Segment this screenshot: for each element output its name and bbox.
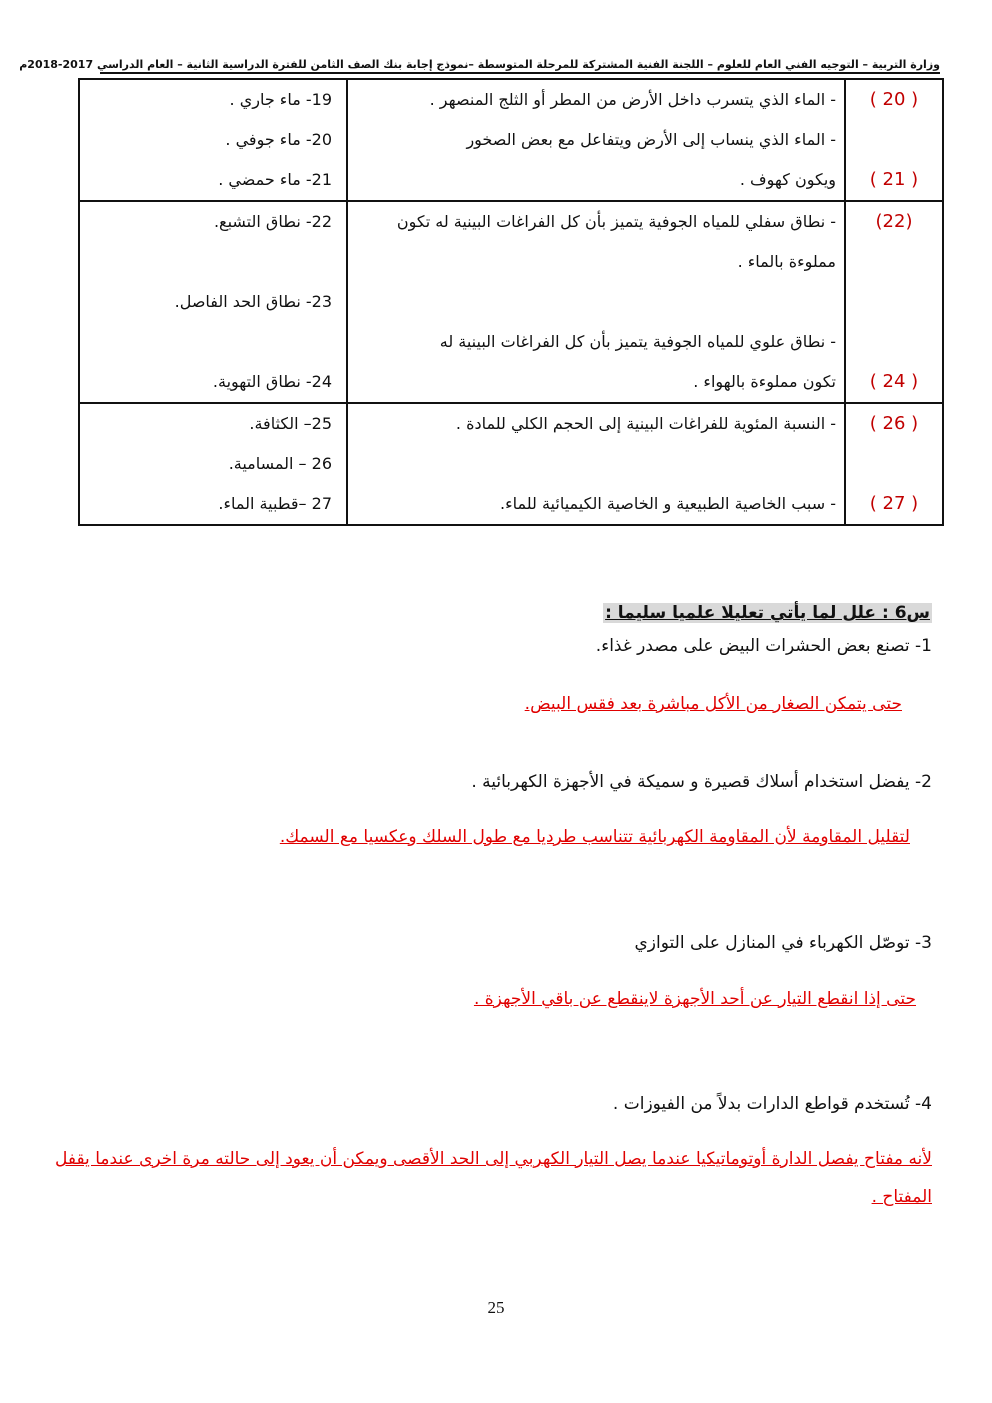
question-item: 3- توصّل الكهرباء في المنازل على التوازي — [634, 933, 932, 953]
matching-table — [78, 78, 944, 526]
answer-number: ( 26 ) — [869, 413, 919, 434]
answer-text: لأنه مفتاح يفصل الدارة أوتوماتيكيا عندما يصل التيار الكهربي إلى الحد الأقصى ويمكن أن يعود إلى حالته مرة اخرى عندما يقفل المفتاح . — [54, 1149, 932, 1207]
definition-text: - الماء الذي ينساب إلى الأرض ويتفاعل مع بعض الصخور — [466, 130, 836, 149]
term-option: 25– الكثافة. — [249, 414, 332, 433]
definition-text: - الماء الذي يتسرب داخل الأرض من المطر أو الثلج المنصهر . — [429, 90, 836, 109]
question-item: 1- تصنع بعض الحشرات البيض على مصدر غذاء. — [595, 636, 932, 656]
definition-text: مملوءة بالماء . — [737, 252, 836, 271]
definition-text: ويكون كهوف . — [739, 170, 836, 189]
question-item: 4- تُستخدم قواطع الدارات بدلاً من الفيوزات . — [612, 1094, 932, 1114]
term-option: 21- ماء حمضي . — [218, 170, 332, 189]
definition-text: تكون مملوءة بالهواء . — [693, 372, 836, 391]
question-title: س6 : علل لما يأتي تعليلا علميا سليما : — [605, 603, 930, 623]
answer-number: ( 24 ) — [869, 371, 919, 392]
term-option: 19- ماء جاري . — [229, 90, 332, 109]
term-option: 22- نطاق التشبع. — [213, 212, 332, 231]
term-option: 20- ماء جوفي . — [225, 130, 332, 149]
answer-number: ( 21 ) — [869, 169, 919, 190]
question-item: 2- يفضل استخدام أسلاك قصيرة و سميكة في الأجهزة الكهربائية . — [471, 772, 932, 792]
definition-text: - النسبة المئوية للفراغات البينية إلى الحجم الكلي للمادة . — [455, 414, 836, 433]
term-option: 27 –قطبية الماء. — [218, 494, 332, 513]
answer-number: (22) — [875, 211, 913, 232]
definition-text: - سبب الخاصية الطبيعية و الخاصية الكيميائية للماء. — [499, 494, 836, 513]
answer-number: ( 20 ) — [869, 89, 919, 110]
term-option: 24- نطاق التهوية. — [212, 372, 332, 391]
page-header: وزارة التربية – التوجيه الفني العام للعلوم – اللجنة الفنية المشتركة للمرحلة المتوسطة –نموذج إجابة بنك الصف الثامن للفترة الدراسية الثانية – العام الدراسي 2017-2018م — [100, 58, 940, 74]
table-row — [79, 201, 943, 403]
term-option: 26 – المسامية. — [228, 454, 332, 473]
answer-number: ( 27 ) — [869, 493, 919, 514]
answer-text: حتى يتمكن الصغار من الأكل مباشرة بعد فقس البيض. — [524, 694, 902, 714]
term-option: 23- نطاق الحد الفاصل. — [174, 292, 332, 311]
table-row — [79, 403, 943, 525]
table-row — [79, 79, 943, 201]
answer-text: حتى إذا انقطع التيار عن أحد الأجهزة لاينقطع عن باقي الأجهزة . — [473, 989, 916, 1009]
definition-text: - نطاق علوي للمياه الجوفية يتميز بأن كل الفراغات البينية له — [439, 332, 836, 351]
page-number: 25 — [487, 1298, 505, 1317]
definition-text: - نطاق سفلي للمياه الجوفية يتميز بأن كل الفراغات البينية له تكون — [396, 212, 836, 231]
answer-text: لتقليل المقاومة لأن المقاومة الكهربائية تتناسب طرديا مع طول السلك وعكسيا مع السمك. — [279, 827, 910, 847]
